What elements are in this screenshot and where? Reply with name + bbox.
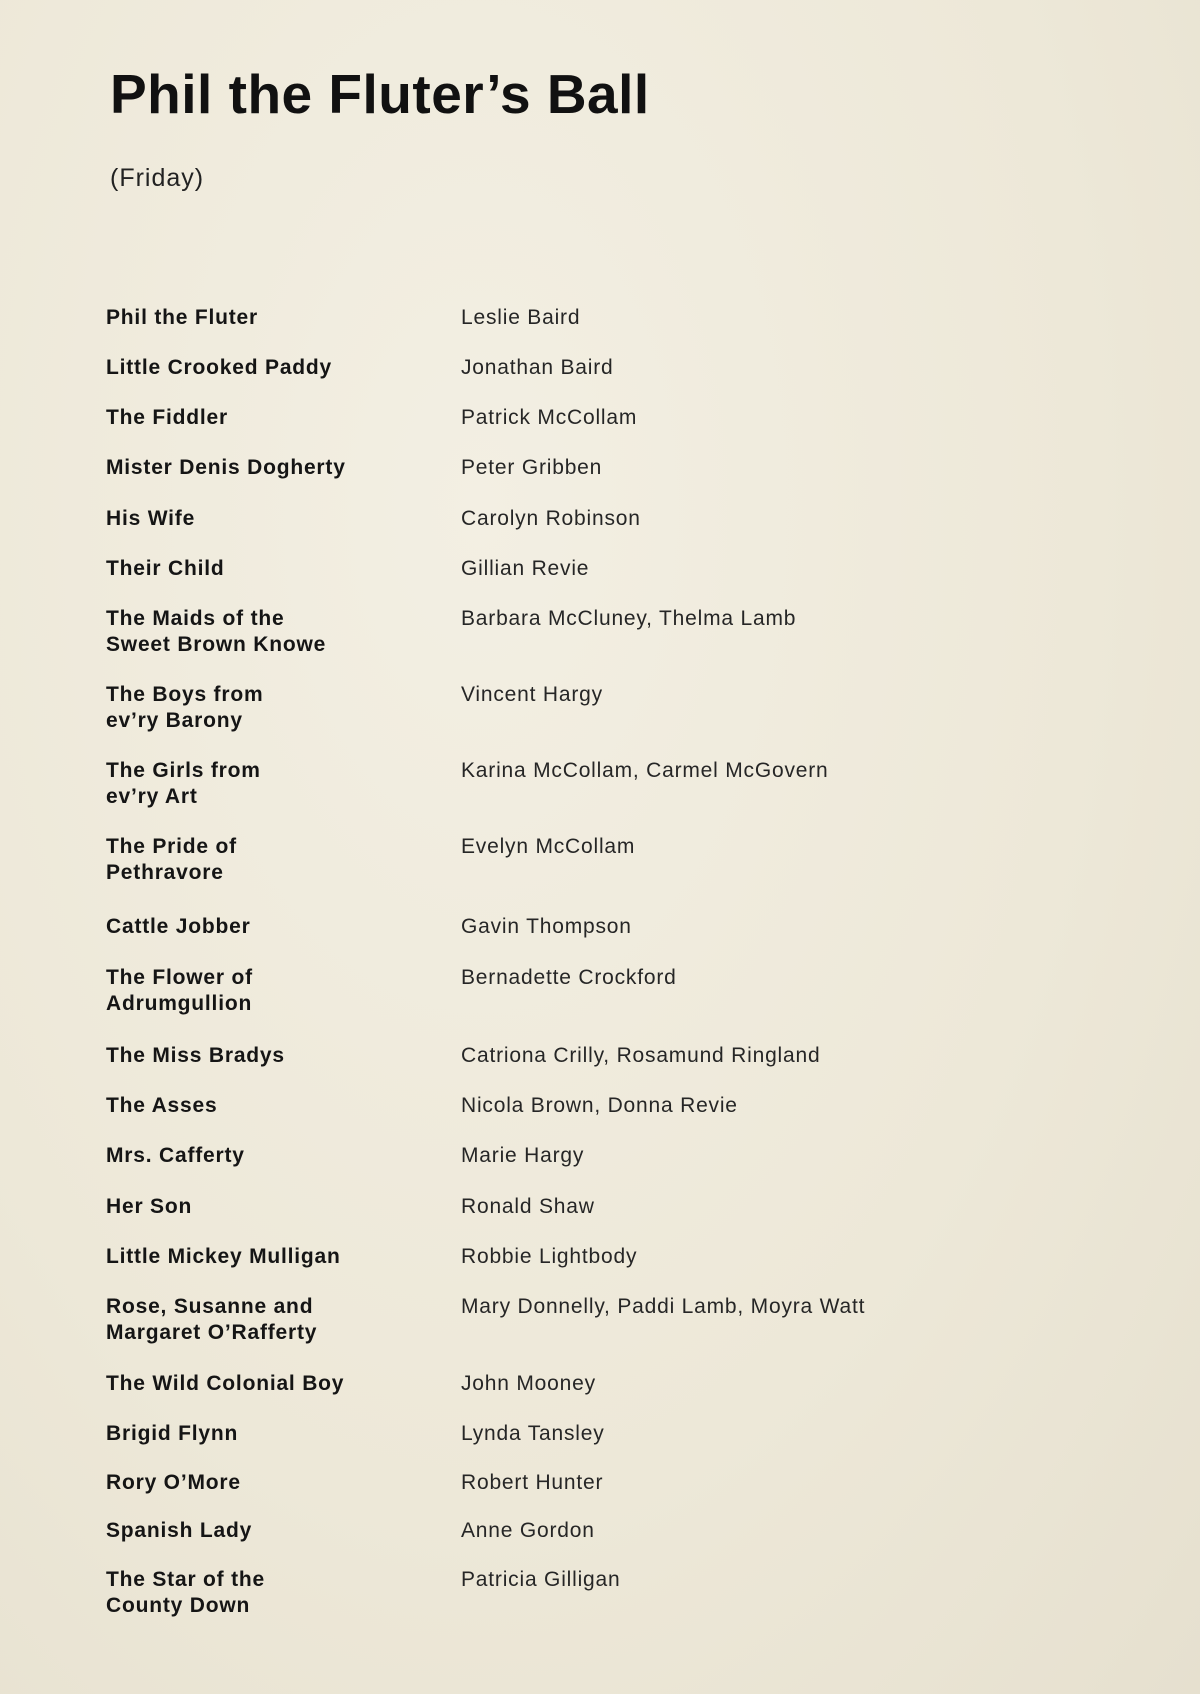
cast-role: The Fiddler	[106, 406, 228, 429]
page-title: Phil the Fluter’s Ball	[110, 63, 650, 125]
cast-actor: Karina McCollam, Carmel McGovern	[461, 759, 829, 782]
cast-role: Rory O’More	[106, 1471, 241, 1494]
cast-role: Sweet Brown Knowe	[106, 633, 327, 656]
cast-role: The Star of the	[106, 1568, 266, 1591]
cast-role: The Maids of the	[106, 607, 285, 630]
cast-actor: Carolyn Robinson	[461, 507, 641, 530]
cast-role: Rose, Susanne and	[106, 1295, 314, 1318]
cast-role: Brigid Flynn	[106, 1422, 239, 1445]
cast-role: Her Son	[106, 1195, 193, 1218]
cast-role: County Down	[106, 1594, 251, 1617]
cast-role: Margaret O’Rafferty	[106, 1321, 318, 1344]
cast-actor: Leslie Baird	[461, 306, 581, 329]
cast-actor: Jonathan Baird	[461, 356, 614, 379]
cast-actor: Gavin Thompson	[461, 915, 632, 938]
cast-actor: Lynda Tansley	[461, 1422, 605, 1445]
cast-actor: Bernadette Crockford	[461, 966, 677, 989]
cast-actor: Robbie Lightbody	[461, 1245, 638, 1268]
cast-role: Spanish Lady	[106, 1519, 253, 1542]
cast-role: Phil the Fluter	[106, 306, 259, 329]
cast-role: Mister Denis Dogherty	[106, 456, 346, 479]
cast-actor: Patrick McCollam	[461, 406, 638, 429]
cast-role: Pethravore	[106, 861, 224, 884]
cast-actor: Peter Gribben	[461, 456, 603, 479]
cast-actor: Ronald Shaw	[461, 1195, 595, 1218]
cast-role: Cattle Jobber	[106, 915, 251, 938]
cast-role: The Girls from	[106, 759, 261, 782]
cast-role: The Wild Colonial Boy	[106, 1372, 345, 1395]
cast-role: The Pride of	[106, 835, 237, 858]
page-subtitle: (Friday)	[110, 164, 205, 192]
cast-role: The Miss Bradys	[106, 1044, 285, 1067]
cast-role: The Flower of	[106, 966, 253, 989]
cast-role: ev’ry Barony	[106, 709, 243, 732]
cast-actor: Mary Donnelly, Paddi Lamb, Moyra Watt	[461, 1295, 866, 1318]
cast-role: Mrs. Cafferty	[106, 1144, 245, 1167]
cast-actor: Vincent Hargy	[461, 683, 603, 706]
cast-role: The Asses	[106, 1094, 218, 1117]
cast-role: Adrumgullion	[106, 992, 253, 1015]
cast-actor: Patricia Gilligan	[461, 1568, 621, 1591]
cast-actor: Barbara McCluney, Thelma Lamb	[461, 607, 797, 630]
cast-role: His Wife	[106, 507, 196, 530]
cast-role: The Boys from	[106, 683, 264, 706]
cast-role: Their Child	[106, 557, 225, 580]
cast-actor: Robert Hunter	[461, 1471, 604, 1494]
cast-actor: Anne Gordon	[461, 1519, 595, 1542]
cast-actor: Marie Hargy	[461, 1144, 585, 1167]
cast-actor: Nicola Brown, Donna Revie	[461, 1094, 738, 1117]
cast-actor: John Mooney	[461, 1372, 596, 1395]
cast-role: ev’ry Art	[106, 785, 198, 808]
cast-actor: Evelyn McCollam	[461, 835, 636, 858]
cast-actor: Catriona Crilly, Rosamund Ringland	[461, 1044, 821, 1067]
cast-role: Little Mickey Mulligan	[106, 1245, 341, 1268]
cast-role: Little Crooked Paddy	[106, 356, 333, 379]
cast-actor: Gillian Revie	[461, 557, 590, 580]
